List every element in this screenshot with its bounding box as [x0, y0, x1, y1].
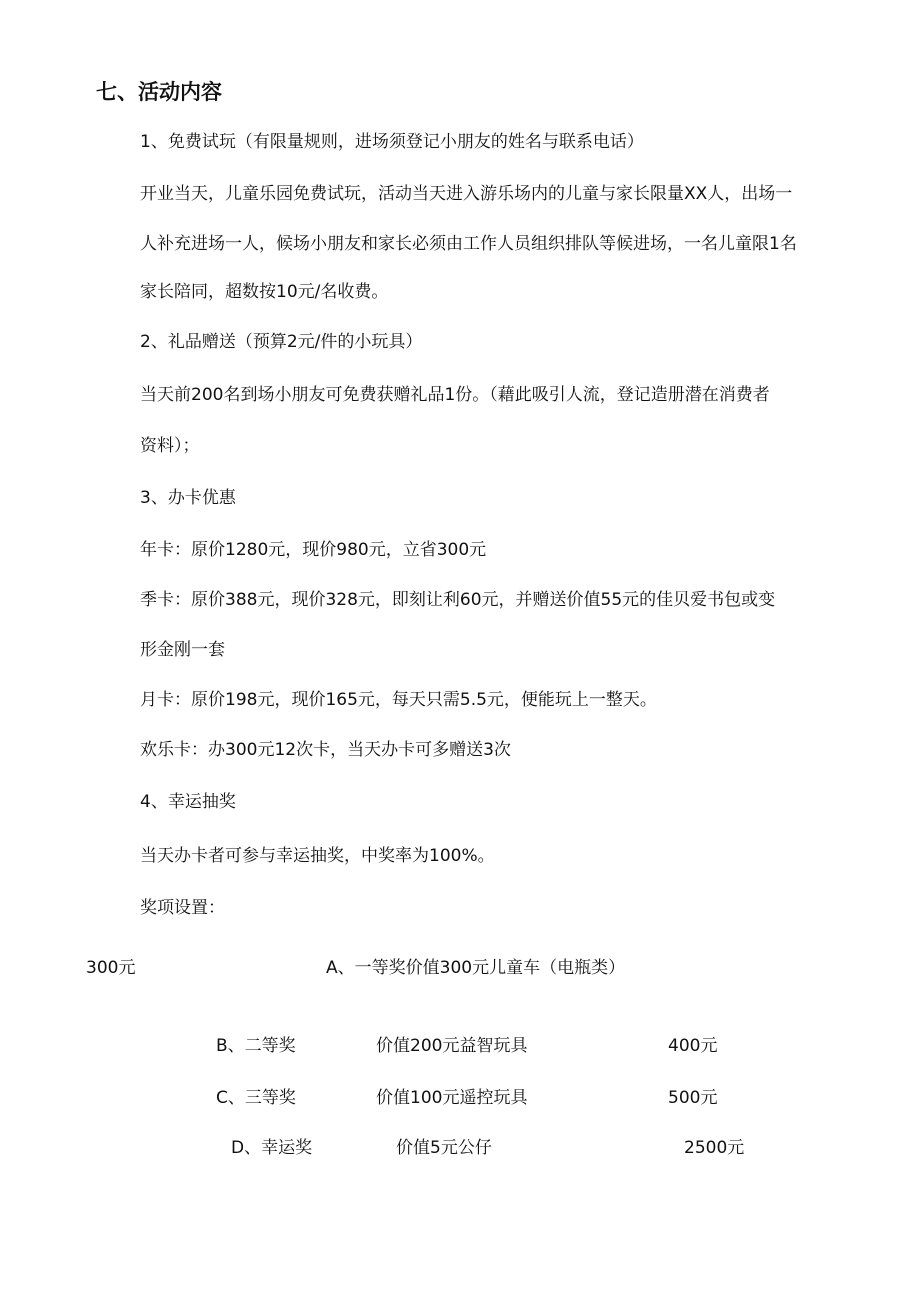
- item-1-text-line-1: 开业当天，儿童乐园免费试玩，活动当天进入游乐场内的儿童与家长限量XX人，出场一: [140, 184, 793, 204]
- item-3-title: 3、办卡优惠: [140, 488, 236, 508]
- prize-description: 价值100元遥控玩具: [376, 1088, 528, 1108]
- fun-card-text: 欢乐卡：办300元12次卡，当天办卡可多赠送3次: [140, 740, 511, 760]
- prize-description: 价值5元公仔: [396, 1138, 492, 1158]
- prize-total: 500元: [668, 1088, 718, 1108]
- prize-label: D、幸运奖: [231, 1138, 313, 1158]
- first-prize-total: 300元: [86, 958, 136, 978]
- season-card-text-line-1: 季卡：原价388元，现价328元，即刻让利60元，并赠送价值55元的佳贝爱书包或变: [140, 590, 776, 610]
- section-heading: 七、活动内容: [96, 80, 222, 104]
- first-prize-description: A、一等奖价值300元儿童车（电瓶类）: [326, 958, 626, 978]
- item-2-text-line-1: 当天前200名到场小朋友可免费获赠礼品1份。（藉此吸引人流，登记造册潜在消费者: [140, 385, 770, 405]
- prize-label: B、二等奖: [216, 1036, 296, 1056]
- item-2-text-line-2: 资料）；: [140, 436, 200, 456]
- item-2-title: 2、礼品赠送（预算2元/件的小玩具）: [140, 332, 423, 352]
- item-1-text-line-3: 家长陪同，超数按10元/名收费。: [140, 282, 389, 302]
- prize-settings-heading: 奖项设置：: [140, 898, 225, 918]
- prize-total: 2500元: [684, 1138, 745, 1158]
- annual-card-text: 年卡：原价1280元，现价980元，立省300元: [140, 540, 487, 560]
- item-4-title: 4、幸运抽奖: [140, 792, 236, 812]
- season-card-text-line-2: 形金刚一套: [140, 640, 225, 660]
- item-1-title: 1、免费试玩（有限量规则，进场须登记小朋友的姓名与联系电话）: [140, 132, 644, 152]
- lottery-text: 当天办卡者可参与幸运抽奖，中奖率为100%。: [140, 846, 495, 866]
- item-1-text-line-2: 人补充进场一人，候场小朋友和家长必须由工作人员组织排队等候进场，一名儿童限1名: [140, 234, 797, 254]
- prize-description: 价值200元益智玩具: [376, 1036, 528, 1056]
- prize-label: C、三等奖: [216, 1088, 296, 1108]
- prize-total: 400元: [668, 1036, 718, 1056]
- monthly-card-text: 月卡：原价198元，现价165元，每天只需5.5元，便能玩上一整天。: [140, 690, 657, 710]
